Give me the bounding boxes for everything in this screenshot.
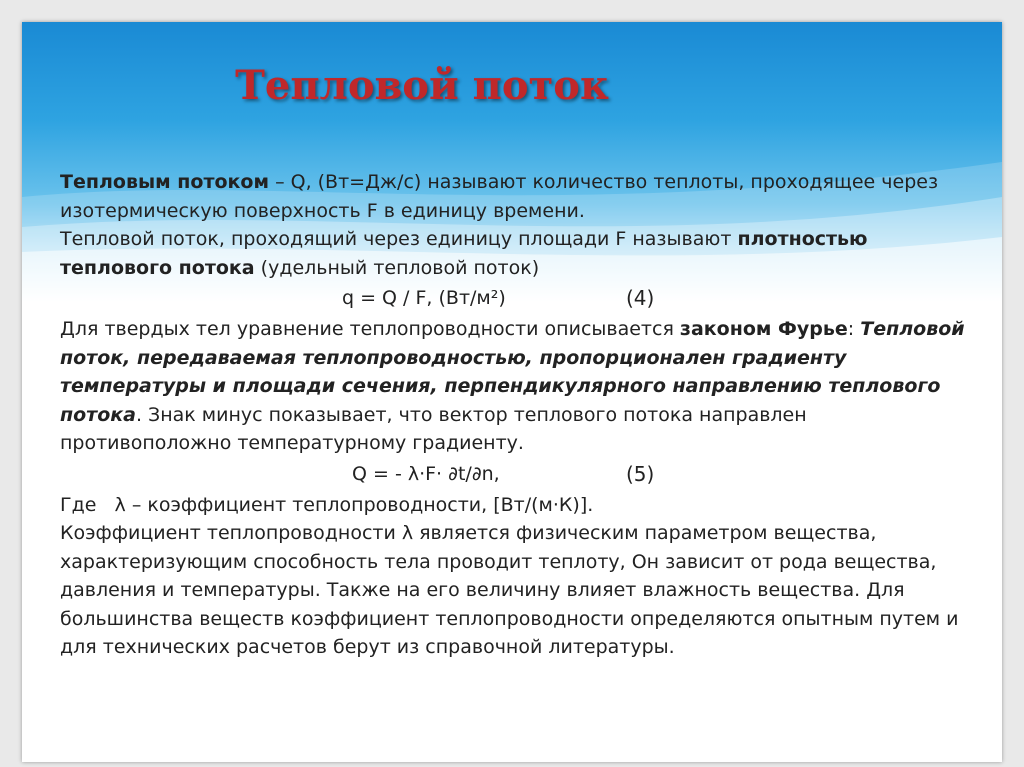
term-fourier-law: законом Фурье <box>679 318 848 340</box>
term-heat-flow: Тепловым потоком <box>60 171 270 193</box>
paragraph-lambda: Где λ – коэффициент теплопроводности, [Вт/(м·К)]. <box>60 493 594 516</box>
paragraph-conductivity: Коэффициент теплопроводности λ является физическим параметром вещества, характеризующим способность тела проводит теплоту, Он зависит от рода вещества, давления и температуры. Также на его величину влияет влажность вещества. Для большинства веществ коэффициент теплопроводности определяются опытным путем и для технических расчетов берут из справочной литературы. <box>60 522 959 658</box>
slide-body <box>60 168 980 662</box>
formula-5 <box>60 458 980 491</box>
formula-4 <box>60 282 980 315</box>
fourier-definition: Тепловой поток, передаваемая теплопроводностью, пропорционален градиенту температуры и площади сечения, перпендикулярного направлению теплового потока <box>60 318 965 426</box>
slide-title: Тепловой поток <box>235 62 609 109</box>
paragraph-density: Тепловой поток, проходящий через единицу площади F называют плотностью теплового потока (удельный тепловой поток) <box>60 228 868 279</box>
slide <box>22 22 1002 762</box>
formula-4-expression: q = Q / F, (Вт/м²) <box>342 287 506 309</box>
paragraph-fourier: Для твердых тел уравнение теплопроводности описывается законом Фурье: Тепловой поток, передаваемая теплопроводностью, пропорционален градиенту температуры и площади сечения, перпендикулярного направлению теплового потока. Знак минус показывает, что вектор теплового потока направлен противоположно температурному градиенту. <box>60 318 965 454</box>
term-flux-density: плотностью теплового потока <box>60 228 868 279</box>
formula-5-expression: Q = - λ·F· ∂t/∂n, <box>352 462 500 485</box>
formula-4-number: (4) <box>626 286 655 310</box>
paragraph-definition: Тепловым потоком – Q, (Вт=Дж/с) называют количество теплоты, проходящее через изотермическую поверхность F в единицу времени. <box>60 171 939 222</box>
formula-5-number: (5) <box>626 461 655 486</box>
